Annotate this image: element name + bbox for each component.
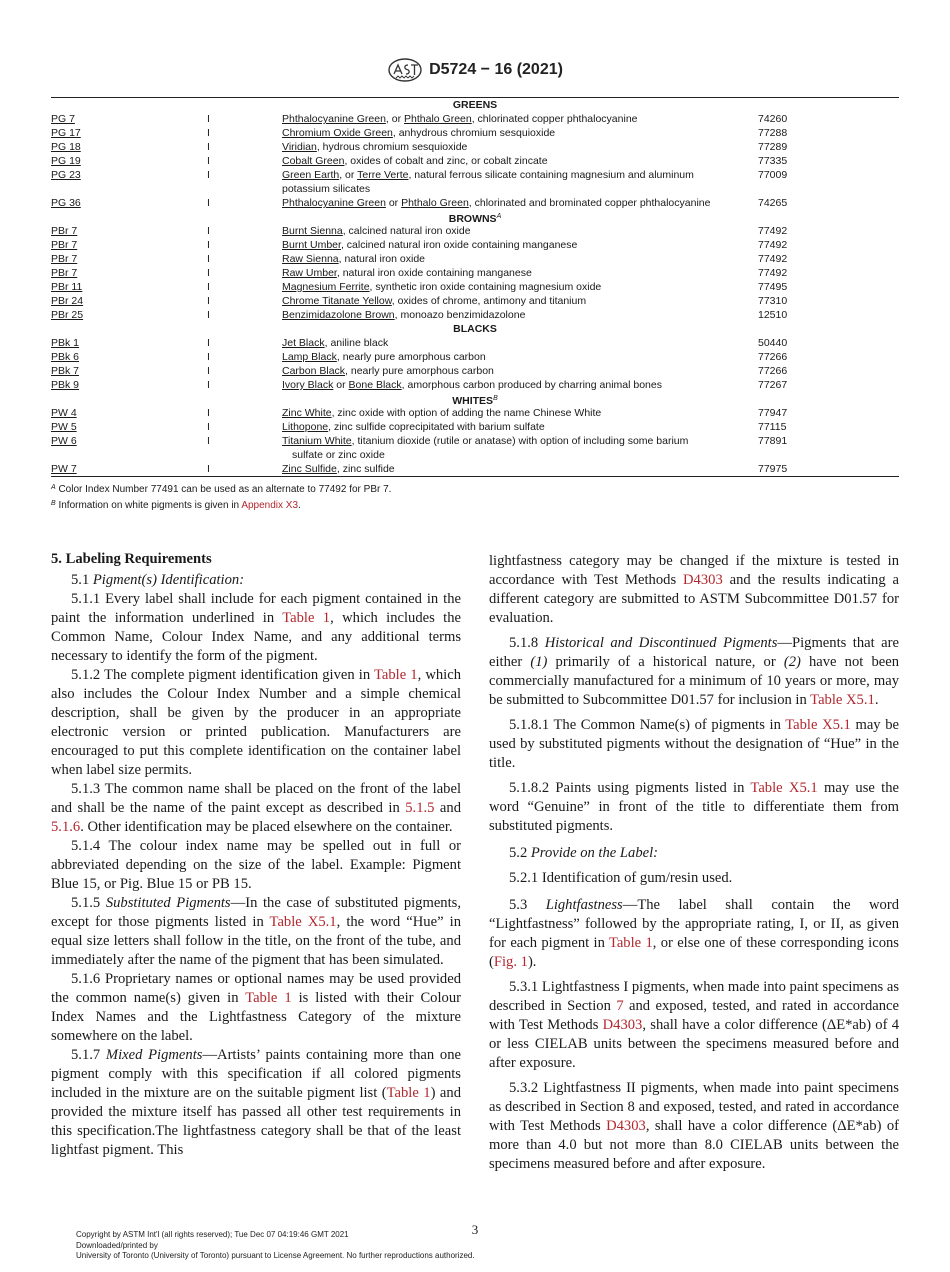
lightfastness-cell: I [207, 197, 210, 209]
colour-index-number-cell: 77009 [758, 169, 788, 181]
table-footnotes [51, 481, 899, 513]
para-5-3-2-b: , shall have a color difference (ΔE*ab) of more than 4.0 but not more than 8.0 CIELAB units between the specimens measured before and after exposure. [489, 1118, 900, 1172]
para-5-1-3-a: 5.1.3 The common name shall be placed on the front of the label and shall be the name of the paint except as described in [51, 781, 461, 816]
lightfastness-cell: I [207, 337, 210, 349]
colour-index-number-cell: 77492 [758, 267, 788, 279]
table-row [51, 140, 899, 154]
name-separator: or [385, 197, 402, 209]
para-5-1-7 [51, 1046, 461, 1160]
para-5-2-title: Provide on the Label: [530, 845, 659, 861]
colour-index-name: PG 17 [51, 127, 81, 139]
common-name: Viridian [282, 141, 317, 153]
colour-index-number-cell: 77267 [758, 379, 788, 391]
section-title: BROWNS [448, 213, 497, 225]
chemical-description: , hydrous chromium sesquioxide [316, 141, 468, 153]
colour-index-name: PG 7 [51, 113, 75, 125]
description-cell [282, 140, 758, 154]
para-5-1-7-b: ) and provided the mixture itself has passed all other test requirements in this specification.The lightfastness category shall be that of the least lightfast pigment. This [51, 1085, 461, 1158]
table-row [51, 266, 899, 280]
para-5-1-8-c: have not been commercially manufactured for a minimum of 10 years or more, may be submitted to Subcommittee D01.57 for inclusion in [489, 654, 899, 708]
d4303-link[interactable]: D4303 [683, 572, 723, 588]
colour-index-name: PG 19 [51, 155, 81, 167]
para-5-1-8-2-b: may use the word “Genuine” in front of the title to differentiate them from substituted pigments. [489, 780, 899, 834]
colour-index-name: PBr 7 [51, 225, 78, 237]
colour-index-number-cell: 77335 [758, 155, 788, 167]
para-5-2 [489, 844, 899, 863]
para-5-3-1-b: and exposed, tested, and rated in accordance with Test Methods [489, 998, 899, 1033]
lightfastness-cell: I [207, 169, 210, 181]
description-cell [282, 420, 758, 434]
common-name: Burnt Sienna [282, 225, 343, 237]
copyright-line-1: Copyright by ASTM Int'l (all rights reserved); Tue Dec 07 04:19:46 GMT 2021 [76, 1230, 349, 1239]
lightfastness-cell: I [207, 225, 210, 237]
table-row [51, 308, 899, 322]
colour-index-name-cell [51, 126, 207, 140]
table-row [51, 336, 899, 350]
colour-index-name-cell [51, 336, 207, 350]
table-row [51, 196, 899, 210]
para-5-1-7-a: —Artists’ paints containing more than one pigment comply with this specification if all colored pigments included in the mixture are on the suitable pigment list ( [51, 1047, 461, 1101]
para-5-1-2-a: 5.1.2 The complete pigment identification given in [71, 667, 374, 683]
chemical-description: , anhydrous chromium sesquioxide [392, 127, 556, 139]
lightfastness-cell: I [207, 267, 210, 279]
para-5-1-3-b: . Other identification may be placed elsewhere on the container. [80, 819, 453, 835]
section-7-link[interactable]: 7 [616, 998, 624, 1014]
colour-index-name-cell [51, 112, 207, 126]
colour-index-name: PBk 7 [51, 365, 80, 377]
table-row [51, 364, 899, 378]
para-5-3-num: 5.3 [509, 897, 546, 913]
para-5-3-2-a: 5.3.2 Lightfastness II pigments, when made into paint specimens as described in Section 8 and exposed, tested, and rated in accordance with Test Methods [489, 1080, 899, 1134]
para-5-1-5-title: Substituted Pigments [105, 895, 231, 911]
table-x5-1-link[interactable]: Table X5.1 [269, 914, 337, 930]
common-name: Carbon Black [282, 365, 346, 377]
table-x5-1-link[interactable]: Table X5.1 [750, 780, 818, 796]
common-name: Burnt Umber [282, 239, 341, 251]
name-separator: or [333, 379, 349, 391]
colour-index-name: PBr 11 [51, 281, 83, 293]
footnote-b-text: Information on white pigments is given in [55, 500, 242, 511]
table-row [51, 350, 899, 364]
para-5-1-1-b: , which includes the Common Name, Colour Index Name, and any additional terms necessary to identify the form of the pigment. [51, 610, 461, 664]
description-cell [282, 280, 758, 294]
para-5-1-5-b: , the word “Hue” in equal size letters shall follow in the title, on the front of the tube, and immediately after the name of the pigment that has been simulated. [51, 914, 461, 968]
alternate-common-name: Phthalo Green [404, 113, 472, 125]
table-1-link[interactable]: Table 1 [386, 1085, 431, 1101]
para-5-1-title: Pigment(s) Identification: [92, 572, 245, 588]
description-cell [282, 378, 758, 392]
para-5-1-8-2 [489, 779, 899, 836]
para-5-1-5 [51, 894, 461, 970]
colour-index-number-cell: 77310 [758, 295, 788, 307]
section-5-1-6-link[interactable]: 5.1.6 [51, 819, 81, 835]
colour-index-number-cell: 12510 [758, 309, 788, 321]
chemical-description: , calcined natural iron oxide containing manganese [340, 239, 578, 251]
common-name: Green Earth [282, 169, 340, 181]
colour-index-name-cell [51, 266, 207, 280]
colour-index-name: PBk 9 [51, 379, 80, 391]
common-name: Benzimidazolone Brown [282, 309, 395, 321]
lightfastness-cell: I [207, 141, 210, 153]
para-5-1-2 [51, 666, 461, 780]
section-footnote-mark: B [493, 395, 498, 402]
chemical-description: , natural iron oxide containing manganese [336, 267, 532, 279]
description-cell [282, 126, 758, 140]
description-cell [282, 308, 758, 322]
description-cell [282, 238, 758, 252]
description-cell [282, 224, 758, 238]
lightfastness-cell: I [207, 463, 210, 475]
lightfastness-cell: I [207, 309, 210, 321]
copyright-line-3: University of Toronto (University of Toronto) pursuant to License Agreement. No further reproductions authorized. [76, 1251, 475, 1260]
common-name: Raw Umber [282, 267, 337, 279]
colour-index-number-cell: 77492 [758, 225, 788, 237]
lightfastness-cell: I [207, 365, 210, 377]
colour-index-number-cell: 77492 [758, 239, 788, 251]
table-row [51, 252, 899, 266]
table-1-link[interactable]: Table 1 [245, 990, 292, 1006]
para-5-3-2 [489, 1079, 899, 1174]
common-name: Chrome Titanate Yellow [282, 295, 392, 307]
lightfastness-cell: I [207, 351, 210, 363]
colour-index-name-cell [51, 168, 207, 196]
chemical-description: , chlorinated and brominated copper phthalocyanine [468, 197, 711, 209]
appendix-x3-link[interactable]: Appendix X3 [241, 500, 299, 511]
colour-index-number-cell: 77266 [758, 365, 788, 377]
para-5-1-5-a: —In the case of substituted pigments, except for those pigments listed in [51, 895, 461, 930]
colour-index-number-cell: 77115 [758, 421, 787, 433]
common-name: Magnesium Ferrite [282, 281, 370, 293]
table-row [51, 406, 899, 420]
chemical-description: , aniline black [324, 337, 389, 349]
common-name: Zinc Sulfide [282, 463, 337, 475]
description-cell [282, 350, 758, 364]
table-section-heading [51, 210, 899, 224]
table-row [51, 420, 899, 434]
colour-index-name-cell [51, 252, 207, 266]
footnote-a [51, 481, 899, 497]
common-name: Chromium Oxide Green [282, 127, 393, 139]
para-5-1-8-d: . [874, 692, 879, 708]
page-number: 3 [471, 1222, 479, 1237]
table-row [51, 168, 899, 196]
footnote-b-mark: B [51, 500, 56, 507]
common-name: Phthalocyanine Green [282, 197, 386, 209]
table-x5-1-link[interactable]: Table X5.1 [785, 717, 851, 733]
para-5-3-title: Lightfastness [545, 897, 623, 913]
table-row [51, 224, 899, 238]
description-cell [282, 462, 758, 476]
table-section-heading [51, 98, 899, 112]
para-5-3-b: , or else one of these corresponding icons ( [489, 935, 899, 970]
copyright-line-2: Downloaded/printed by [76, 1240, 158, 1250]
colour-index-name-cell [51, 294, 207, 308]
description-cell [282, 336, 758, 350]
lightfastness-cell: I [207, 421, 210, 433]
common-name: Phthalocyanine Green [282, 113, 386, 125]
para-5-1-8-1-b: may be used by substituted pigments without the designation of “Hue” in the title. [489, 717, 900, 771]
para-5-1-8-i2: (2) [783, 654, 801, 670]
description-cell [282, 154, 758, 168]
colour-index-number-cell: 77891 [758, 435, 788, 447]
colour-index-name: PBr 24 [51, 295, 84, 307]
table-row [51, 238, 899, 252]
para-5-1-6-b: is listed with their Colour Index Names and the Lightfastness Category of the mixture somewhere on the label. [51, 990, 461, 1044]
para-5-1-7-continued [489, 552, 899, 628]
common-name: Ivory Black [282, 379, 334, 391]
common-name: Jet Black [282, 337, 325, 349]
pigment-table [51, 97, 899, 513]
chemical-description: , oxides of chrome, antimony and titanium [391, 295, 587, 307]
para-5-1-8-b: primarily of a historical nature, or [547, 654, 784, 670]
colour-index-name: PBr 7 [51, 253, 78, 265]
common-name: Lamp Black [282, 351, 337, 363]
colour-index-number-cell: 77947 [758, 407, 788, 419]
section-5-1-5-link[interactable]: 5.1.5 [405, 800, 435, 816]
para-5-1-7-cont-a: lightfastness category may be changed if the mixture is tested in accordance with Test Methods [489, 553, 899, 588]
document-designation: D5724 − 16 (2021) [429, 61, 563, 78]
chemical-description: , zinc oxide with option of adding the name Chinese White [331, 407, 602, 419]
para-5-1-6 [51, 970, 461, 1046]
footnote-b-end: . [298, 500, 301, 511]
colour-index-name-cell [51, 280, 207, 294]
colour-index-number-cell: 77266 [758, 351, 788, 363]
para-5-1-4: 5.1.4 The colour index name may be spelled out in full or abbreviated depending on the size of the label. Example: Pigment Blue 15, or Pig. Blue 15 or PB 15. [51, 838, 461, 892]
section-5-heading: 5. Labeling Requirements [51, 551, 212, 567]
para-5-3 [489, 896, 899, 972]
section-title: BLACKS [453, 323, 497, 335]
section-title: GREENS [452, 99, 498, 111]
chemical-description: , synthetic iron oxide containing magnesium oxide [369, 281, 602, 293]
lightfastness-cell: I [207, 253, 210, 265]
table-row [51, 112, 899, 126]
para-5-3-c: ). [527, 954, 537, 970]
para-5-1-8-2-a: 5.1.8.2 Paints using pigments listed in [509, 780, 751, 796]
lightfastness-cell: I [207, 155, 210, 167]
colour-index-name-cell [51, 308, 207, 322]
table-1-link[interactable]: Table 1 [608, 935, 653, 951]
lightfastness-cell: I [207, 379, 210, 391]
chemical-description: , chlorinated copper phthalocyanine [471, 113, 638, 125]
fig-1-link[interactable]: Fig. 1 [493, 954, 528, 970]
right-column [489, 552, 899, 1174]
table-row [51, 126, 899, 140]
colour-index-number-cell: 50440 [758, 337, 788, 349]
para-5-2-1: 5.2.1 Identification of gum/resin used. [509, 870, 733, 886]
colour-index-name: PBk 6 [51, 351, 80, 363]
chemical-description: , amorphous carbon produced by charring animal bones [401, 379, 662, 391]
colour-index-name-cell [51, 462, 207, 476]
chemical-description: , oxides of cobalt and zinc, or cobalt zincate [344, 155, 548, 167]
para-5-1-8-i1: (1) [530, 654, 548, 670]
para-5-1-6-a: 5.1.6 Proprietary names or optional names may be used provided the common name(s) given in [51, 971, 461, 1006]
colour-index-name-cell [51, 364, 207, 378]
colour-index-name-cell [51, 238, 207, 252]
chemical-description: , natural iron oxide [338, 253, 426, 265]
description-cell [282, 434, 758, 462]
para-5-1-1 [51, 590, 461, 666]
chemical-description: , titanium dioxide (rutile or anatase) with option of including some barium [351, 435, 689, 447]
para-5-1-1-a: 5.1.1 Every label shall include for each pigment contained in the paint the information underlined in [51, 591, 461, 626]
colour-index-name-cell [51, 420, 207, 434]
para-5-1-3-mid: and [434, 800, 461, 816]
footnote-a-mark: A [51, 484, 56, 491]
astm-logo-icon [387, 57, 423, 83]
footnote-b [51, 497, 899, 513]
colour-index-number-cell: 77492 [758, 253, 788, 265]
table-1-link[interactable]: Table 1 [373, 667, 418, 683]
colour-index-number-cell: 74265 [758, 197, 788, 209]
table-row [51, 280, 899, 294]
d4303-link[interactable]: D4303 [602, 1017, 643, 1033]
common-name: Lithopone [282, 421, 329, 433]
lightfastness-cell: I [207, 295, 210, 307]
colour-index-name: PW 5 [51, 421, 77, 433]
colour-index-name: PG 23 [51, 169, 81, 181]
d4303-link[interactable]: D4303 [606, 1118, 646, 1134]
chemical-description: , zinc sulfide [336, 463, 395, 475]
para-5-1-7-title: Mixed Pigments [105, 1047, 203, 1063]
chemical-description: , nearly pure amorphous carbon [336, 351, 486, 363]
page-header [0, 56, 950, 84]
colour-index-name: PBr 25 [51, 309, 84, 321]
para-5-2-num: 5.2 [509, 845, 531, 861]
description-continuation: sulfate or zinc oxide [292, 449, 385, 461]
chemical-description: , nearly pure amorphous carbon [345, 365, 494, 377]
para-5-3-1 [489, 978, 899, 1073]
common-name: Titanium White [282, 435, 352, 447]
table-row [51, 294, 899, 308]
colour-index-number-cell: 74260 [758, 113, 788, 125]
alternate-common-name: Bone Black [348, 379, 402, 391]
para-5-3-a: —The label shall contain the word “Lightfastness” followed by the appropriate rating, I, or II, as given for each pigment in [489, 897, 899, 951]
description-cell [282, 406, 758, 420]
chemical-description: , zinc sulfide coprecipitated with barium sulfate [328, 421, 545, 433]
common-name: Cobalt Green [282, 155, 345, 167]
copyright-notice [76, 1230, 475, 1262]
lightfastness-cell: I [207, 281, 210, 293]
colour-index-name-cell [51, 434, 207, 462]
section-footnote-mark: A [496, 213, 502, 220]
colour-index-name: PG 36 [51, 197, 81, 209]
lightfastness-cell: I [207, 113, 210, 125]
description-cell [282, 168, 758, 196]
colour-index-name: PBk 1 [51, 337, 80, 349]
para-5-1-2-b: , which also includes the Colour Index Number and a simple chemical description, shall be given by the producer in an appropriate electronic version or printed publication. Manufacturers are encouraged to put this complete identification on the container label when label size permits. [51, 667, 461, 778]
colour-index-name-cell [51, 350, 207, 364]
table-bottom-rule [51, 476, 899, 477]
colour-index-name: PW 4 [51, 407, 77, 419]
para-5-1-8-title: Historical and Discontinued Pigments [544, 635, 778, 651]
para-5-1-7-cont-b: and the results indicating a different category are submitted to ASTM Subcommittee D01.57 for evaluation. [489, 572, 899, 626]
common-name: Zinc White [282, 407, 332, 419]
description-cell [282, 294, 758, 308]
description-cell [282, 112, 758, 126]
description-cell [282, 266, 758, 280]
lightfastness-cell: I [207, 239, 210, 251]
table-section-heading [51, 322, 899, 336]
lightfastness-cell: I [207, 435, 210, 447]
colour-index-number-cell: 77289 [758, 141, 788, 153]
table-row [51, 378, 899, 392]
para-5-1-5-num: 5.1.5 [71, 895, 106, 911]
description-cell [282, 364, 758, 378]
footnote-a-text: Color Index Number 77491 can be used as an alternate to 77492 for PBr 7. [55, 484, 392, 495]
colour-index-number-cell: 77975 [758, 463, 788, 475]
lightfastness-cell: I [207, 127, 210, 139]
colour-index-name: PG 18 [51, 141, 81, 153]
chemical-description: , natural ferrous silicate containing magnesium and aluminum [408, 169, 694, 181]
table-row [51, 434, 899, 462]
colour-index-name-cell [51, 224, 207, 238]
table-row [51, 154, 899, 168]
colour-index-name-cell [51, 196, 207, 210]
para-5-1-8-1-a: 5.1.8.1 The Common Name(s) of pigments in [509, 717, 786, 733]
common-name: Raw Sienna [282, 253, 339, 265]
chemical-description: , monoazo benzimidazolone [394, 309, 526, 321]
lightfastness-cell: I [207, 407, 210, 419]
colour-index-name-cell [51, 140, 207, 154]
colour-index-number-cell: 77288 [758, 127, 788, 139]
description-continuation: potassium silicates [282, 183, 371, 195]
para-5-3-1-a: 5.3.1 Lightfastness I pigments, when made into paint specimens as described in Section [489, 979, 899, 1014]
left-column [51, 550, 461, 1160]
table-1-link[interactable]: Table 1 [282, 610, 331, 626]
colour-index-number-cell: 77495 [758, 281, 788, 293]
para-5-1-3 [51, 780, 461, 837]
section-title: WHITES [452, 395, 494, 407]
name-separator: , or [339, 169, 358, 181]
table-x5-1-link[interactable]: Table X5.1 [810, 692, 875, 708]
table-section-heading [51, 392, 899, 406]
alternate-common-name: Terre Verte [357, 169, 409, 181]
colour-index-name: PW 7 [51, 463, 77, 475]
para-5-1-8 [489, 634, 899, 710]
description-cell [282, 196, 758, 210]
para-5-1-7-num: 5.1.7 [71, 1047, 106, 1063]
chemical-description: , calcined natural iron oxide [342, 225, 471, 237]
colour-index-name-cell [51, 406, 207, 420]
colour-index-name: PBr 7 [51, 239, 78, 251]
colour-index-name: PW 6 [51, 435, 77, 447]
colour-index-name-cell [51, 154, 207, 168]
para-5-1-8-1 [489, 716, 899, 773]
colour-index-name-cell [51, 378, 207, 392]
para-5-1-8-num: 5.1.8 [509, 635, 545, 651]
table-body [51, 98, 899, 476]
para-5-3-1-c: , shall have a color difference (ΔE*ab) of 4 or less CIELAB units between the specimens measured before and after exposure. [489, 1017, 900, 1071]
table-row [51, 462, 899, 476]
para-5-1-num: 5.1 [71, 572, 93, 588]
name-separator: , or [385, 113, 404, 125]
description-cell [282, 252, 758, 266]
alternate-common-name: Phthalo Green [401, 197, 469, 209]
para-5-1-8-a: —Pigments that are either [489, 635, 899, 670]
para-5-1 [51, 571, 461, 590]
colour-index-name: PBr 7 [51, 267, 78, 279]
